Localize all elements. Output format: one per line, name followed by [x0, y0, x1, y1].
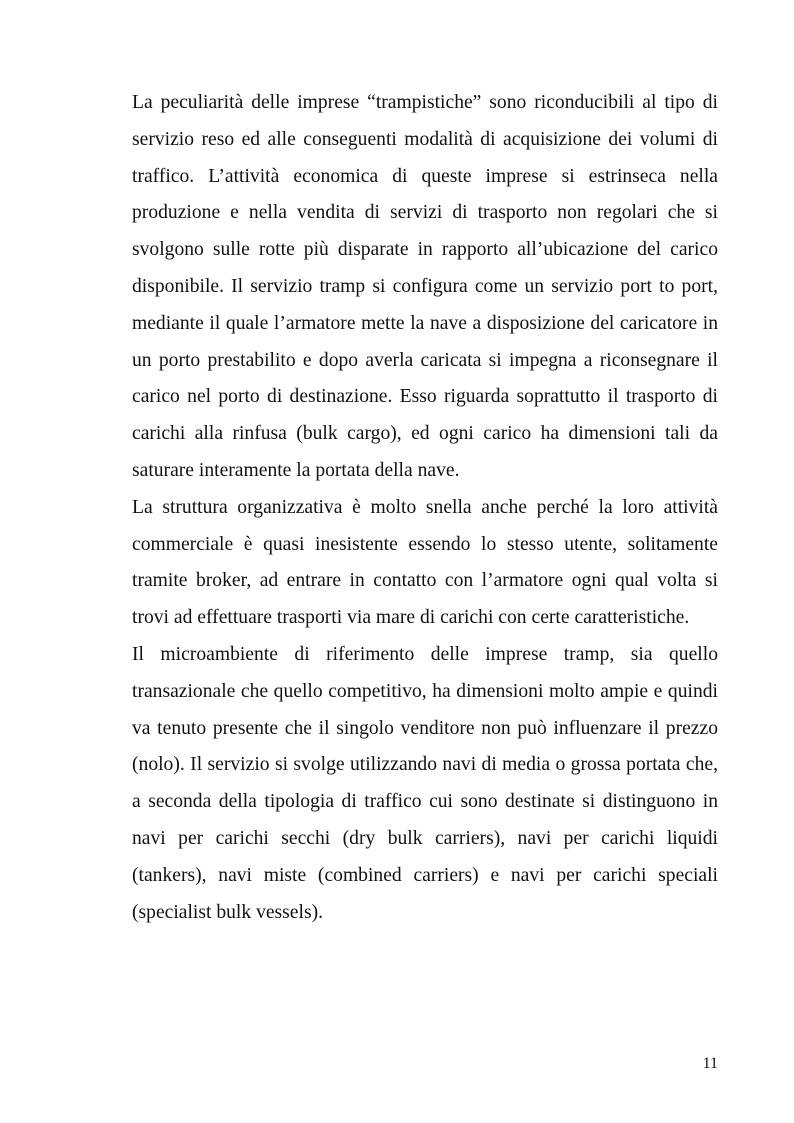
document-body [132, 85, 718, 931]
paragraph-tramp-enterprises: La peculiarità delle imprese “trampistiche” sono riconducibili al tipo di servizio reso ed alle conseguenti modalità di acquisizione dei volumi di traffico. L’attività economica di queste imprese si estrinseca nella produzione e nella vendita di servizi di trasporto non regolari che si svolgono sulle rotte più disparate in rapporto all’ubicazione del carico disponibile. Il servizio tramp si configura come un servizio port to port, mediante il quale l’armatore mette la nave a disposizione del caricatore in un porto prestabilito e dopo averla caricata si impegna a riconsegnare il carico nel porto di destinazione. Esso riguarda soprattutto il trasporto di carichi alla rinfusa (bulk cargo), ed ogni carico ha dimensioni tali da saturare interamente la portata della nave. [132, 92, 718, 481]
paragraph-organizational-structure: La struttura organizzativa è molto snella anche perché la loro attività commerciale è quasi inesistente essendo lo stesso utente, solitamente tramite broker, ad entrare in contatto con l’armatore ogni qual volta si trovi ad effettuare trasporti via mare di carichi con certe caratteristiche. [132, 496, 718, 629]
page-number: 11 [702, 1055, 718, 1072]
paragraph-microenvironment: Il microambiente di riferimento delle imprese tramp, sia quello transazionale che quello competitivo, ha dimensioni molto ampie e quindi va tenuto presente che il singolo venditore non può influenzare il prezzo (nolo). Il servizio si svolge utilizzando navi di media o grossa portata che, a seconda della tipologia di traffico cui sono destinate si distinguono in navi per carichi secchi (dry bulk carriers), navi per carichi liquidi (tankers), navi miste (combined carriers) e navi per carichi speciali (specialist bulk vessels). [132, 643, 718, 923]
